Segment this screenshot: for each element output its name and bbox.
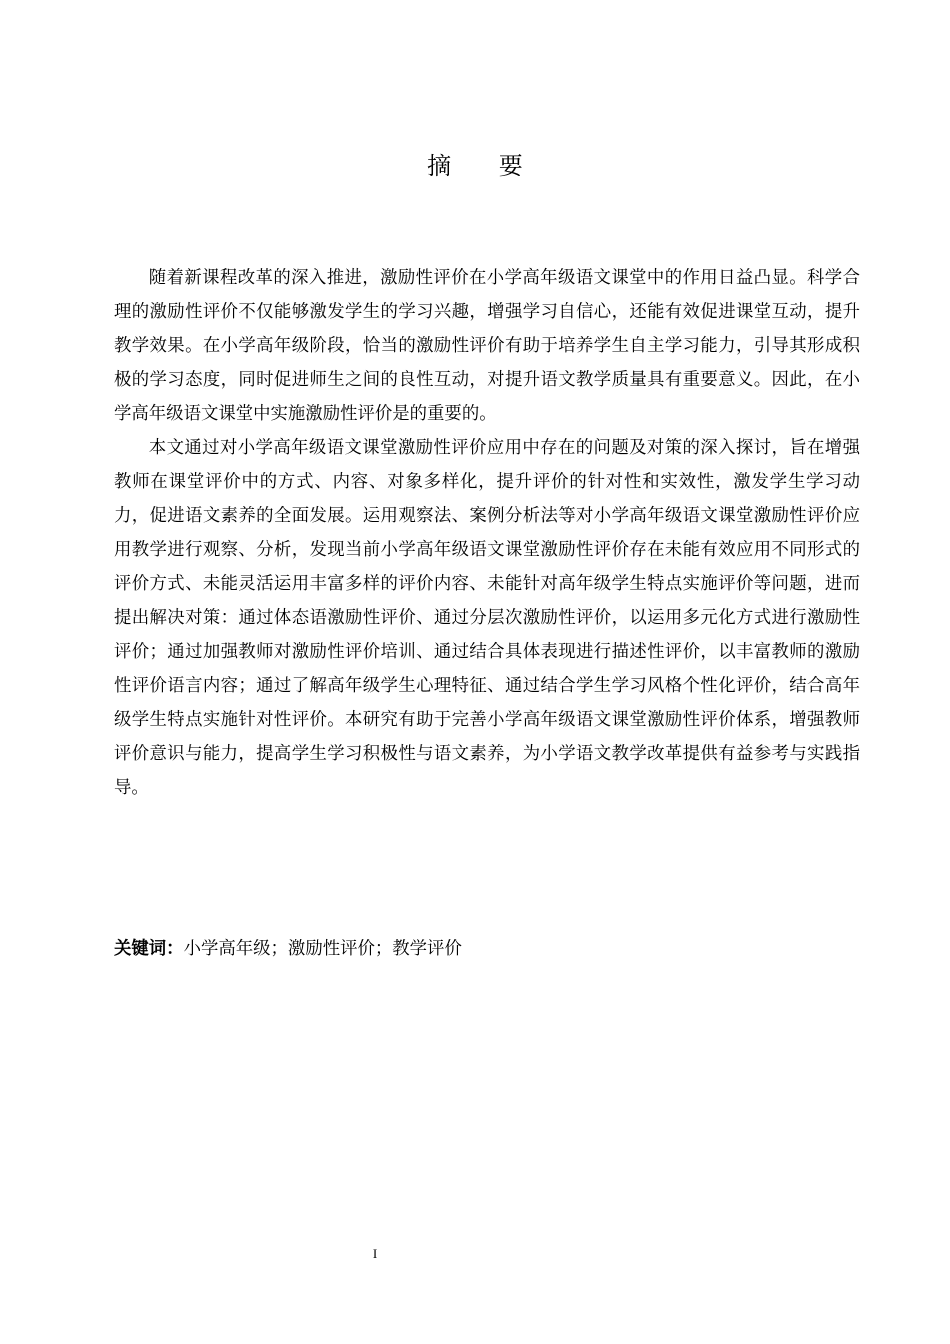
keywords-value: 小学高年级；激励性评价；教学评价 (183, 939, 462, 959)
page-title: 摘 要 (427, 152, 543, 180)
keywords-line (114, 933, 860, 965)
abstract-body (114, 261, 860, 805)
abstract-paragraph-2: 本文通过对小学高年级语文课堂激励性评价应用中存在的问题及对策的深入探讨，旨在增强教师在课堂评价中的方式、内容、对象多样化，提升评价的针对性和实效性，激发学生学习动力，促进语文素养的全面发展。运用观察法、案例分析法等对小学高年级语文课堂激励性评价应用教学进行观察、分析，发现当前小学高年级语文课堂激励性评价存在未能有效应用不同形式的评价方式、未能灵活运用丰富多样的评价内容、未能针对高年级学生特点实施评价等问题，进而提出解决对策：通过体态语激励性评价、通过分层次激励性评价，以运用多元化方式进行激励性评价；通过加强教师对激励性评价培训、通过结合具体表现进行描述性评价，以丰富教师的激励性评价语言内容；通过了解高年级学生心理特征、通过结合学生学习风格个性化评价，结合高年级学生特点实施针对性评价。本研究有助于完善小学高年级语文课堂激励性评价体系，增强教师评价意识与能力，提高学生学习积极性与语文素养，为小学语文教学改革提供有益参考与实践指导。 (114, 438, 860, 798)
page-number: I (372, 1246, 378, 1261)
keywords-label: 关键词： (114, 939, 184, 959)
abstract-paragraph-1: 随着新课程改革的深入推进，激励性评价在小学高年级语文课堂中的作用日益凸显。科学合理的激励性评价不仅能够激发学生的学习兴趣，增强学习自信心，还能有效促进课堂互动，提升教学效果。在小学高年级阶段，恰当的激励性评价有助于培养学生自主学习能力，引导其形成积极的学习态度，同时促进师生之间的良性互动，对提升语文教学质量具有重要意义。因此，在小学高年级语文课堂中实施激励性评价是的重要的。 (114, 268, 860, 424)
